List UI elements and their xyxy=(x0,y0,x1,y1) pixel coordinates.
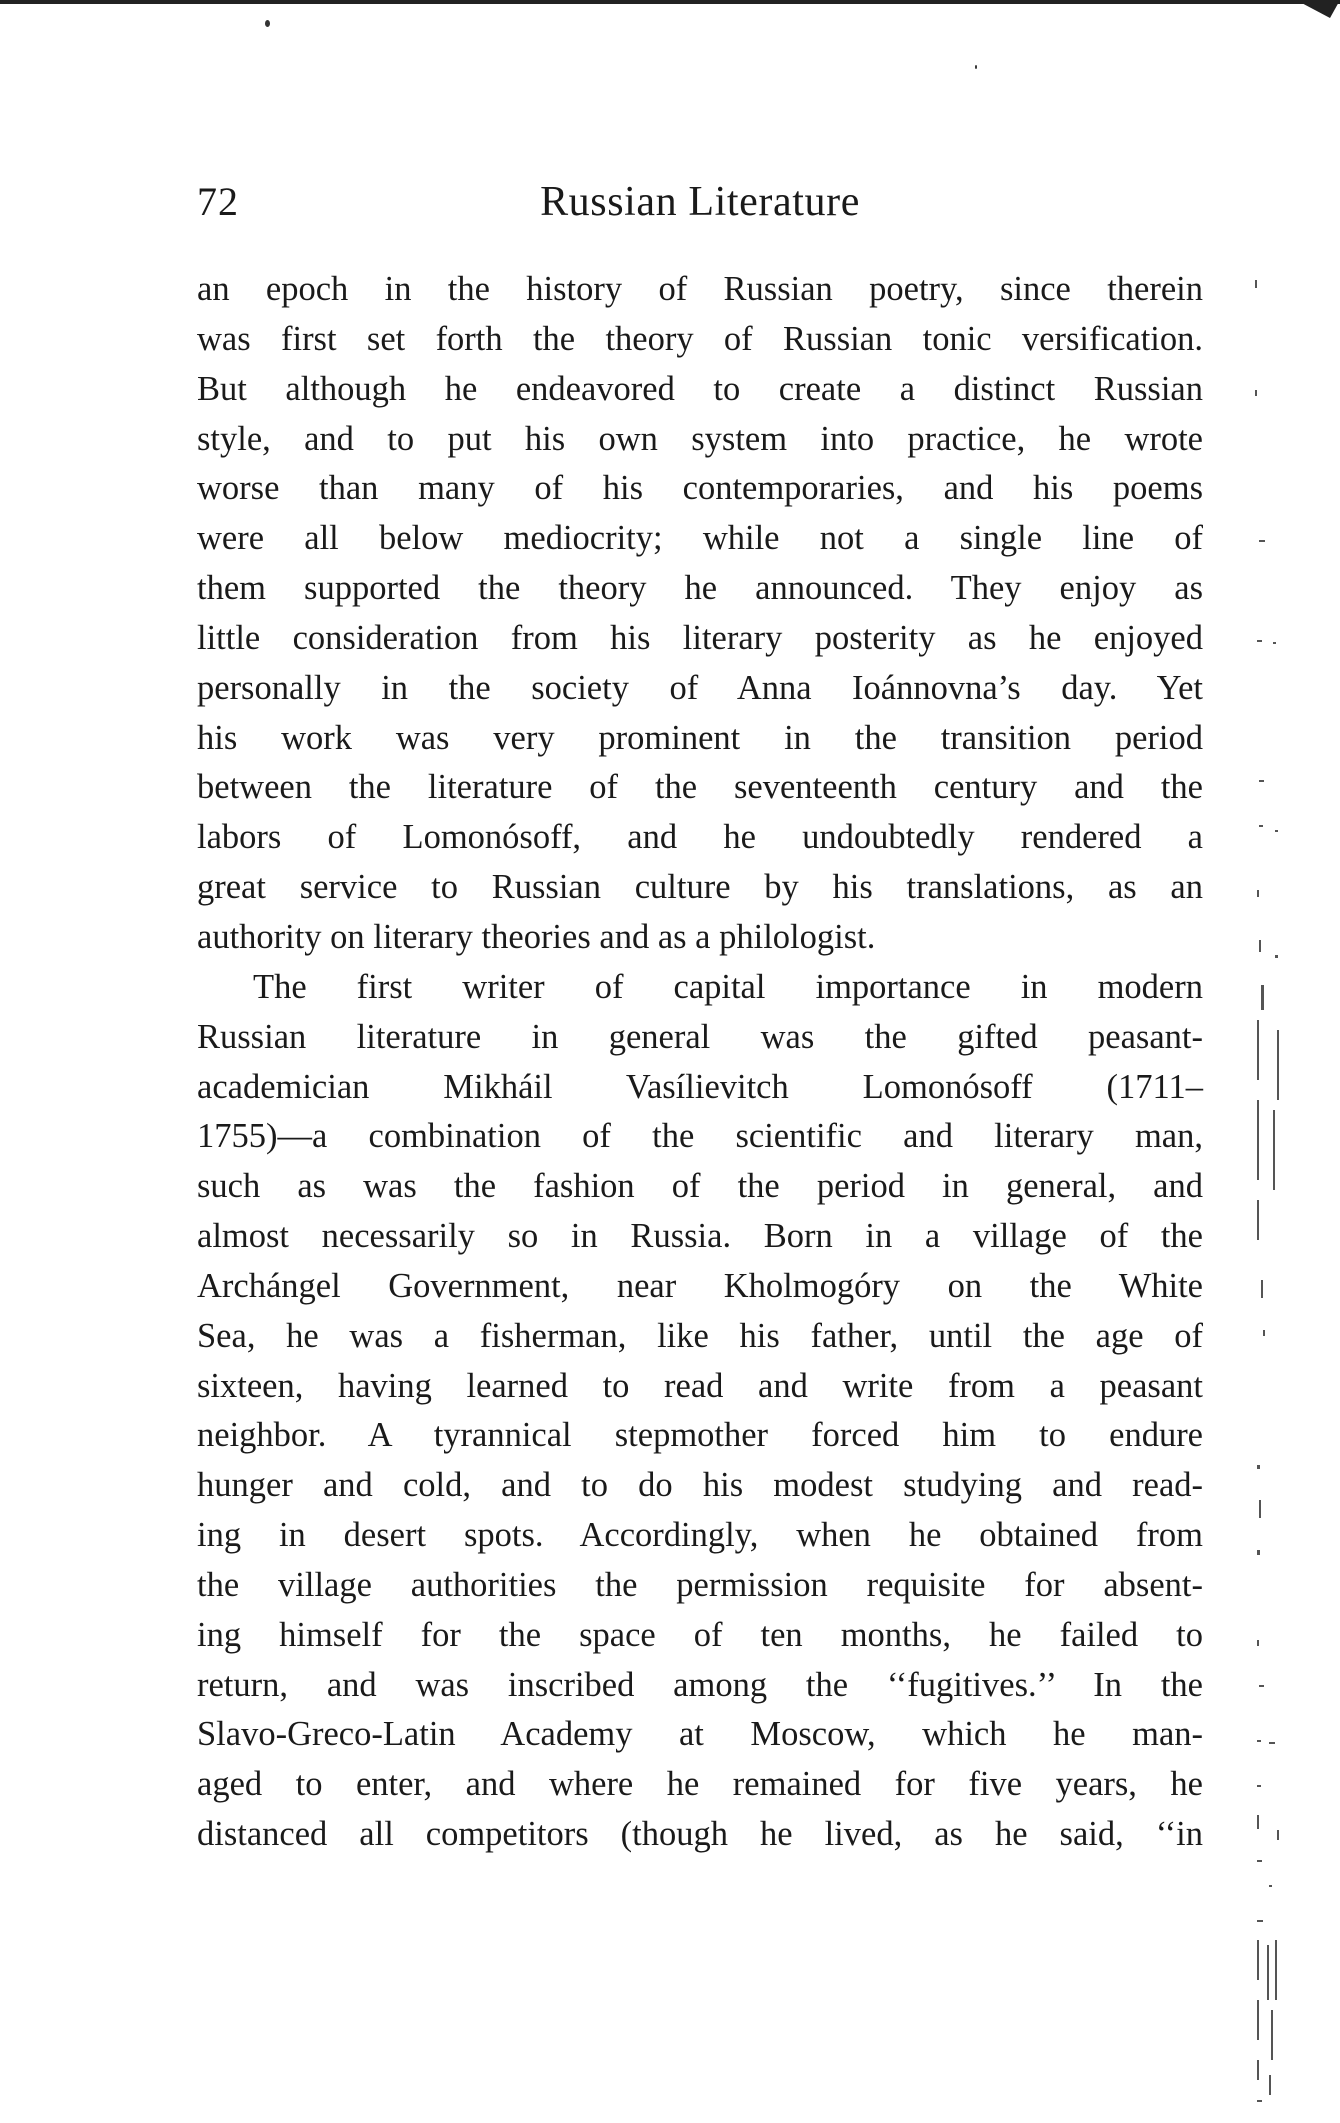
scan-speck xyxy=(265,20,270,27)
text-line: labors of Lomonósoff, and he undoubtedly rendered a xyxy=(197,818,1203,857)
text-line: hunger and cold, and to do his modest studying and read- xyxy=(197,1466,1203,1505)
text-line: personally in the society of Anna Ioánnovna’s day. Yet xyxy=(197,668,1203,707)
text-line: great service to Russian culture by his translations, as an xyxy=(197,868,1203,907)
text-line: academician Mikháil Vasílievitch Lomonósoff (1711– xyxy=(197,1067,1203,1106)
text-line: return, and was inscribed among the ‘‘fugitives.’’ In the xyxy=(197,1665,1203,1704)
body-text xyxy=(197,265,1203,1860)
text-line: neighbor. A tyrannical stepmother forced him to endure xyxy=(197,1416,1203,1455)
text-line: worse than many of his contemporaries, and his poems xyxy=(197,469,1203,508)
text-line: 1755)—a combination of the scientific and literary man, xyxy=(197,1117,1203,1156)
text-line: ing himself for the space of ten months, he failed to xyxy=(197,1615,1203,1654)
text-line: Slavo-Greco-Latin Academy at Moscow, which he man- xyxy=(197,1715,1203,1754)
text-line: little consideration from his literary posterity as he enjoyed xyxy=(197,618,1203,657)
text-line: such as was the fashion of the period in general, and xyxy=(197,1167,1203,1206)
text-line: almost necessarily so in Russia. Born in a village of the xyxy=(197,1217,1203,1256)
text-line: between the literature of the seventeenth century and the xyxy=(197,768,1203,807)
text-line: Russian literature in general was the gifted peasant- xyxy=(197,1017,1203,1056)
text-line: was first set forth the theory of Russian tonic versification. xyxy=(197,319,1203,358)
page-top-rule xyxy=(0,0,1340,4)
text-line: an epoch in the history of Russian poetry, since therein xyxy=(197,270,1203,308)
text-line: were all below mediocrity; while not a single line of xyxy=(197,519,1203,558)
text-line: But although he endeavored to create a distinct Russian xyxy=(197,369,1203,408)
page-number: 72 xyxy=(197,179,239,224)
text-line: ing in desert spots. Accordingly, when he obtained from xyxy=(197,1516,1203,1555)
text-line: the village authorities the permission requisite for absent- xyxy=(197,1565,1203,1604)
page-header xyxy=(197,178,1203,234)
text-line: Archángel Government, near Kholmogóry on the White xyxy=(197,1266,1203,1305)
text-line: sixteen, having learned to read and write from a peasant xyxy=(197,1366,1203,1405)
text-line: style, and to put his own system into practice, he wrote xyxy=(197,419,1203,458)
text-line: The first writer of capital importance in modern xyxy=(253,967,1203,1006)
text-line: authority on literary theories and as a philologist. xyxy=(197,917,876,956)
text-line: them supported the theory he announced. They enjoy as xyxy=(197,569,1203,608)
text-line: distanced all competitors (though he lived, as he said, ‘‘in xyxy=(197,1815,1203,1854)
text-line: Sea, he was a fisherman, like his father, until the age of xyxy=(197,1316,1203,1355)
scan-corner-mark xyxy=(1296,0,1340,18)
text-line: aged to enter, and where he remained for five years, he xyxy=(197,1765,1203,1804)
running-head: Russian Literature xyxy=(540,179,860,225)
text-line: his work was very prominent in the transition period xyxy=(197,718,1203,757)
scan-speck xyxy=(975,65,977,69)
scan-margin-noise xyxy=(1255,240,1305,2120)
